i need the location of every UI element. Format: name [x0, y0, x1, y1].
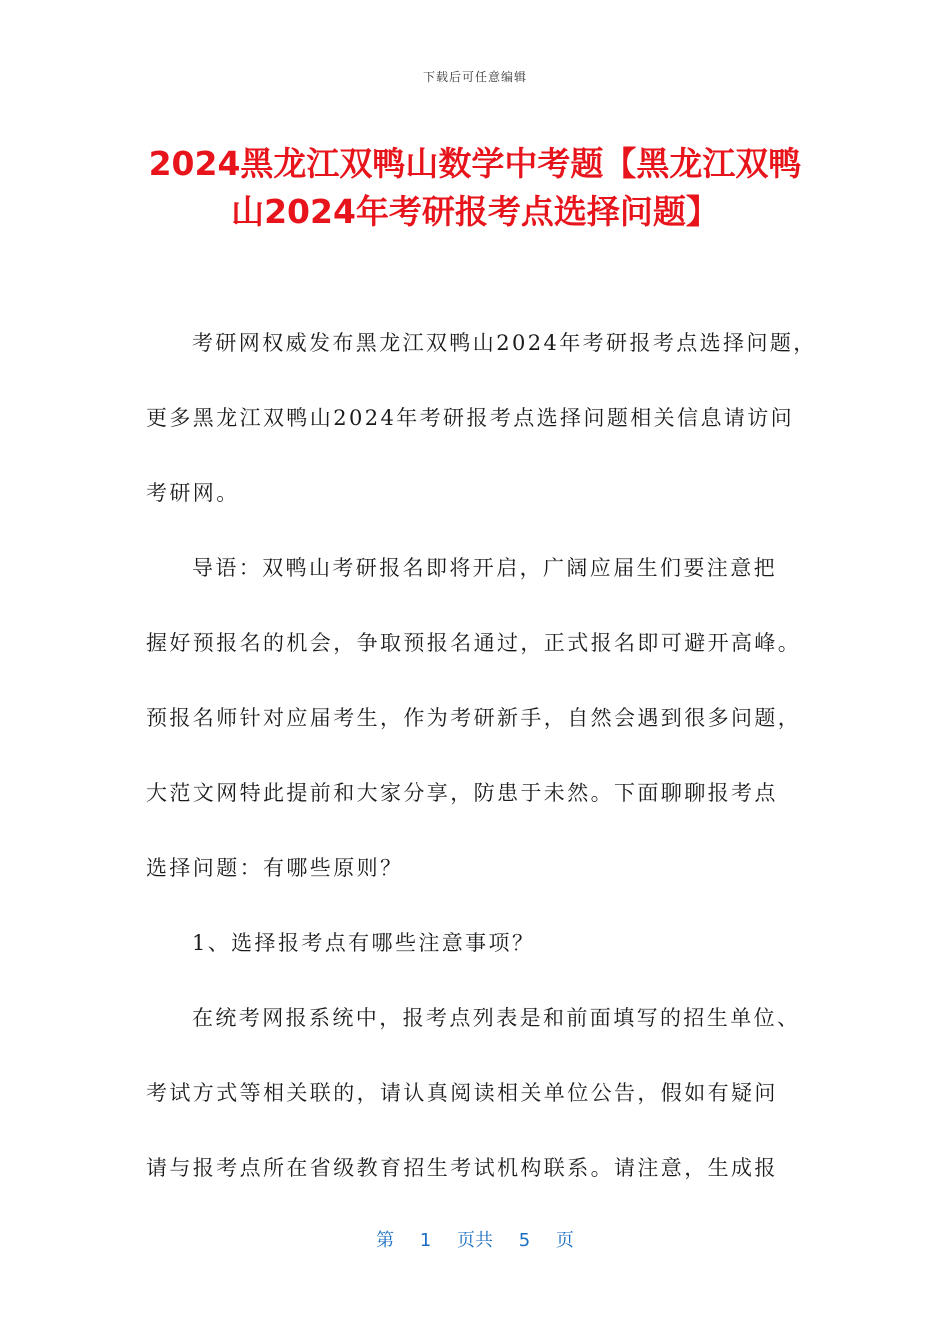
text-line: 考研网权威发布黑龙江双鸭山2024年考研报考点选择问题，: [192, 331, 817, 355]
title-line-1: 2024黑龙江双鸭山数学中考题【黑龙江双鸭: [148, 144, 802, 183]
text-line: 握好预报名的机会，争取预报名通过，正式报名即可避开高峰。: [146, 631, 802, 655]
text-line: 1、选择报考点有哪些注意事项？: [192, 931, 536, 955]
text-line: 选择问题：有哪些原则？: [146, 856, 404, 880]
title-line-2: 山2024年考研报考点选择问题】: [231, 192, 719, 231]
footer-prefix: 第: [376, 1230, 395, 1251]
text-line: 预报名师针对应届考生，作为考研新手，自然会遇到很多问题，: [146, 706, 802, 730]
text-line: 考研网。: [146, 481, 240, 505]
total-page-count: 5: [518, 1230, 531, 1251]
current-page-number: 1: [419, 1230, 432, 1251]
body-text: [146, 318, 817, 1218]
footer-suffix: 页: [555, 1230, 574, 1251]
text-line: 考试方式等相关联的，请认真阅读相关单位公告，假如有疑问: [146, 1081, 778, 1105]
text-line: 导语：双鸭山考研报名即将开启，广阔应届生们要注意把: [192, 556, 777, 580]
page-footer: [0, 1226, 950, 1252]
text-line: 大范文网特此提前和大家分享，防患于未然。下面聊聊报考点: [146, 781, 778, 805]
text-line: 更多黑龙江双鸭山2024年考研报考点选择问题相关信息请访问: [146, 406, 795, 430]
text-line: 请与报考点所在省级教育招生考试机构联系。请注意，生成报: [146, 1156, 778, 1180]
text-line: 在统考网报系统中，报考点列表是和前面填写的招生单位、: [192, 1006, 801, 1030]
document-title: [100, 140, 850, 236]
header-note: 下载后可任意编辑: [422, 70, 527, 84]
footer-middle: 页共: [457, 1230, 493, 1251]
